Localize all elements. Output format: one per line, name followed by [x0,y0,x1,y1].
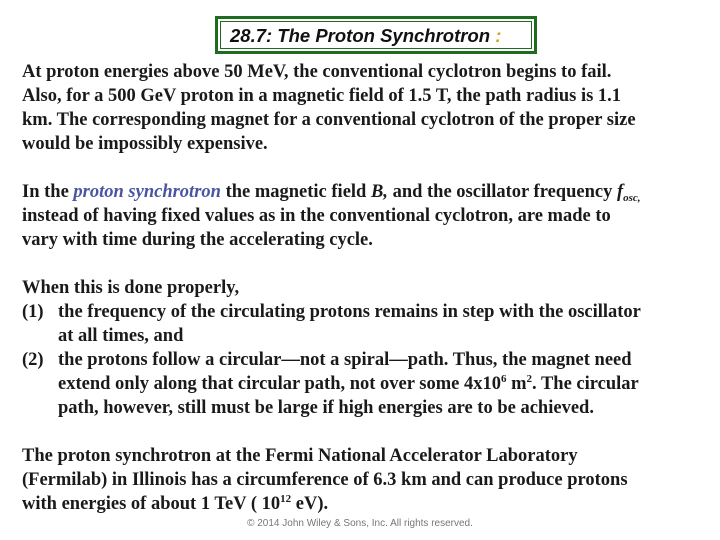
para2-line2: instead of having fixed values as in the conventional cyclotron, are made to [22,206,611,226]
superscript: 6 [500,373,507,385]
title-box [215,16,537,54]
list-number-1: (1) [22,302,44,322]
list-item1-line2: at all times, and [58,326,184,346]
superscript: 12 [280,493,292,505]
para1-line3: km. The corresponding magnet for a conventional cyclotron of the proper size [22,110,636,130]
para2-text: In the [22,182,74,202]
item2-text: . The circular [532,374,639,394]
para4-line1: The proton synchrotron at the Fermi National Accelerator Laboratory [22,446,578,466]
list-item2-line2 [58,373,639,397]
para4-text: eV). [291,494,329,514]
superscript: 2 [526,373,533,385]
slide-title-colon: : [490,25,502,46]
para4-text: with energies of about 1 TeV ( 10 [22,494,281,514]
para1-line1: At proton energies above 50 MeV, the conventional cyclotron begins to fail. [22,62,612,82]
symbol-b: B, [370,182,388,202]
para2-text: the magnetic field [220,182,371,202]
list-item2-line3: path, however, still must be large if high energies are to be achieved. [58,398,594,418]
copyright-footer: © 2014 John Wiley & Sons, Inc. All rights reserved. [247,518,473,529]
slide-title [220,21,532,49]
para1-line4: would be impossibly expensive. [22,134,268,154]
symbol-f: f [616,182,624,202]
para4-line3 [22,493,328,517]
list-item2-line1: the protons follow a circular—not a spiral—path. Thus, the magnet need [58,350,632,370]
para1-line2: Also, for a 500 GeV proton in a magnetic field of 1.5 T, the path radius is 1.1 [22,86,622,106]
slide-title-text: 28.7: The Proton Synchrotron [230,25,491,46]
item2-text: m [506,374,527,394]
item2-text: extend only along that circular path, not over some 4x10 [58,374,501,394]
para2-line1 [22,181,641,205]
para2-line3: vary with time during the accelerating cycle. [22,230,373,250]
para4-line2: (Fermilab) in Illinois has a circumference of 6.3 km and can produce protons [22,470,628,490]
list-number-2: (2) [22,350,44,370]
symbol-f-subscript: osc, [623,192,641,204]
para3-intro: When this is done properly, [22,278,240,298]
term-proton-synchrotron: proton synchrotron [73,182,221,202]
list-item1-line1: the frequency of the circulating protons remains in step with the oscillator [58,302,641,322]
para2-text: and the oscillator frequency [387,182,617,202]
